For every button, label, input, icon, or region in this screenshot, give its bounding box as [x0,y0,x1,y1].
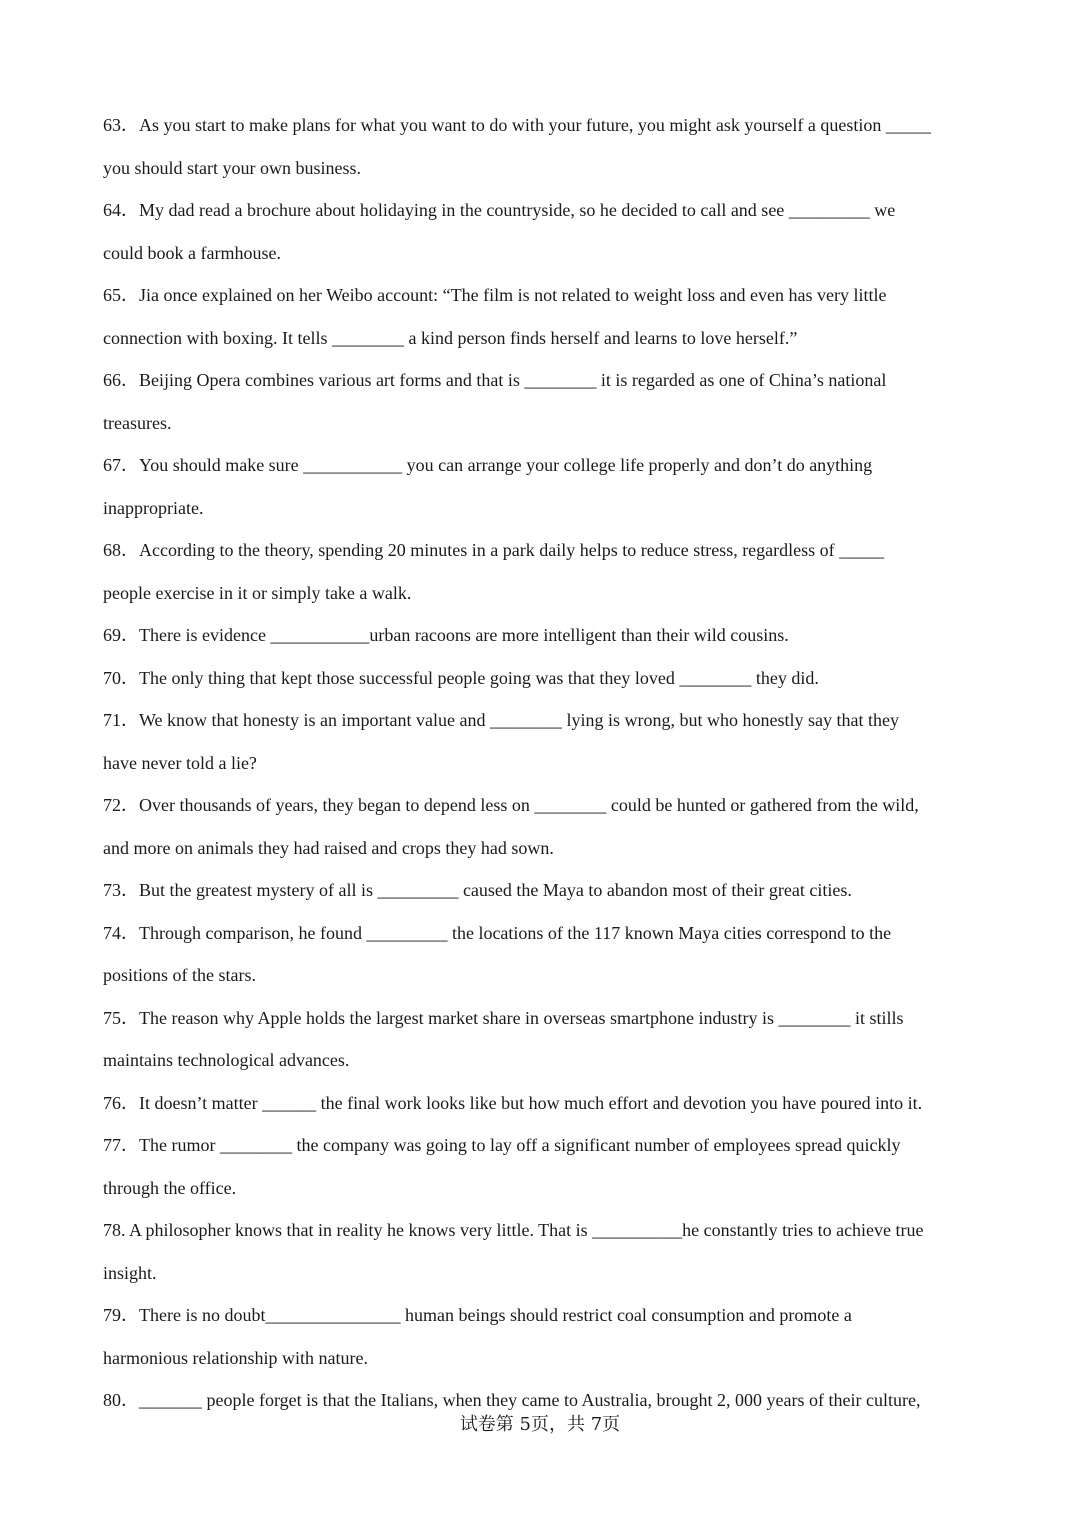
question-text: 69．There is evidence ___________urban racoons are more intelligent than their wild cousins. [103,625,789,645]
question-text: 70．The only thing that kept those successful people going was that they loved ________ they did. [103,667,819,688]
question-item [103,529,983,614]
question-item [103,1209,983,1294]
question-text: 73．But the greatest mystery of all is _________ caused the Maya to abandon most of their great cities. [103,880,852,900]
question-text: 74．Through comparison, he found _________ the locations of the 117 known Maya cities correspond to the [103,922,892,943]
question-item [103,997,983,1082]
question-item [103,189,983,274]
question-text: 68．According to the theory, spending 20 minutes in a park daily helps to reduce stress, regardless of _____ [103,540,885,560]
question-text: 79．There is no doubt_______________ human beings should restrict coal consumption and promote a [103,1305,852,1325]
question-text-continued: have never told a lie? [103,752,257,773]
question-text-continued: harmonious relationship with nature. [103,1347,368,1368]
question-item [103,1124,983,1209]
question-text: 78. A philosopher knows that in reality he knows very little. That is __________he constantly tries to achieve true [103,1220,924,1240]
question-item [103,274,983,359]
question-text: 76．It doesn’t matter ______ the final work looks like but how much effort and devotion you have poured into it. [103,1092,923,1113]
question-text-continued: through the office. [103,1177,237,1198]
question-text-continued: insight. [103,1262,157,1283]
question-text: 63．As you start to make plans for what you want to do with your future, you might ask yourself a question _____ [103,115,931,135]
question-text-continued: could book a farmhouse. [103,242,281,263]
question-text: 67．You should make sure ___________ you can arrange your college life properly and don’t do anything [103,455,873,475]
question-item [103,444,983,529]
question-text-continued: treasures. [103,412,172,433]
question-text-continued: people exercise in it or simply take a walk. [103,582,412,603]
page-footer: 试卷第 5页，共 7页 [459,1414,621,1435]
question-list [103,104,983,1422]
question-text: 65．Jia once explained on her Weibo account: “The film is not related to weight loss and even has very little [103,285,887,305]
question-item [103,657,983,700]
question-item [103,912,983,997]
question-text: 80．_______ people forget is that the Italians, when they came to Australia, brought 2, 000 years of their culture, [103,1390,921,1410]
question-text: 71．We know that honesty is an important value and ________ lying is wrong, but who honestly say that they [103,710,899,730]
question-item [103,104,983,189]
question-item [103,699,983,784]
question-item [103,359,983,444]
question-item [103,1294,983,1379]
question-text-continued: maintains technological advances. [103,1050,350,1070]
question-item [103,869,983,912]
question-text-continued: inappropriate. [103,497,204,518]
question-text: 64．My dad read a brochure about holidaying in the countryside, so he decided to call and see _________ we [103,200,896,220]
question-item [103,614,983,657]
question-text: 72．Over thousands of years, they began to depend less on ________ could be hunted or gathered from the wild, [103,795,919,815]
question-text: 66．Beijing Opera combines various art forms and that is ________ it is regarded as one of China’s national [103,370,887,390]
question-text-continued: positions of the stars. [103,965,256,985]
question-text-continued: you should start your own business. [103,157,361,178]
question-text-continued: and more on animals they had raised and crops they had sown. [103,837,554,858]
question-item [103,1082,983,1125]
question-text-continued: connection with boxing. It tells ________ a kind person finds herself and learns to love herself.” [103,327,798,348]
question-text: 75．The reason why Apple holds the largest market share in overseas smartphone industry is ________ it stills [103,1007,904,1028]
question-text: 77．The rumor ________ the company was going to lay off a significant number of employees spread quickly [103,1135,901,1155]
question-item [103,784,983,869]
